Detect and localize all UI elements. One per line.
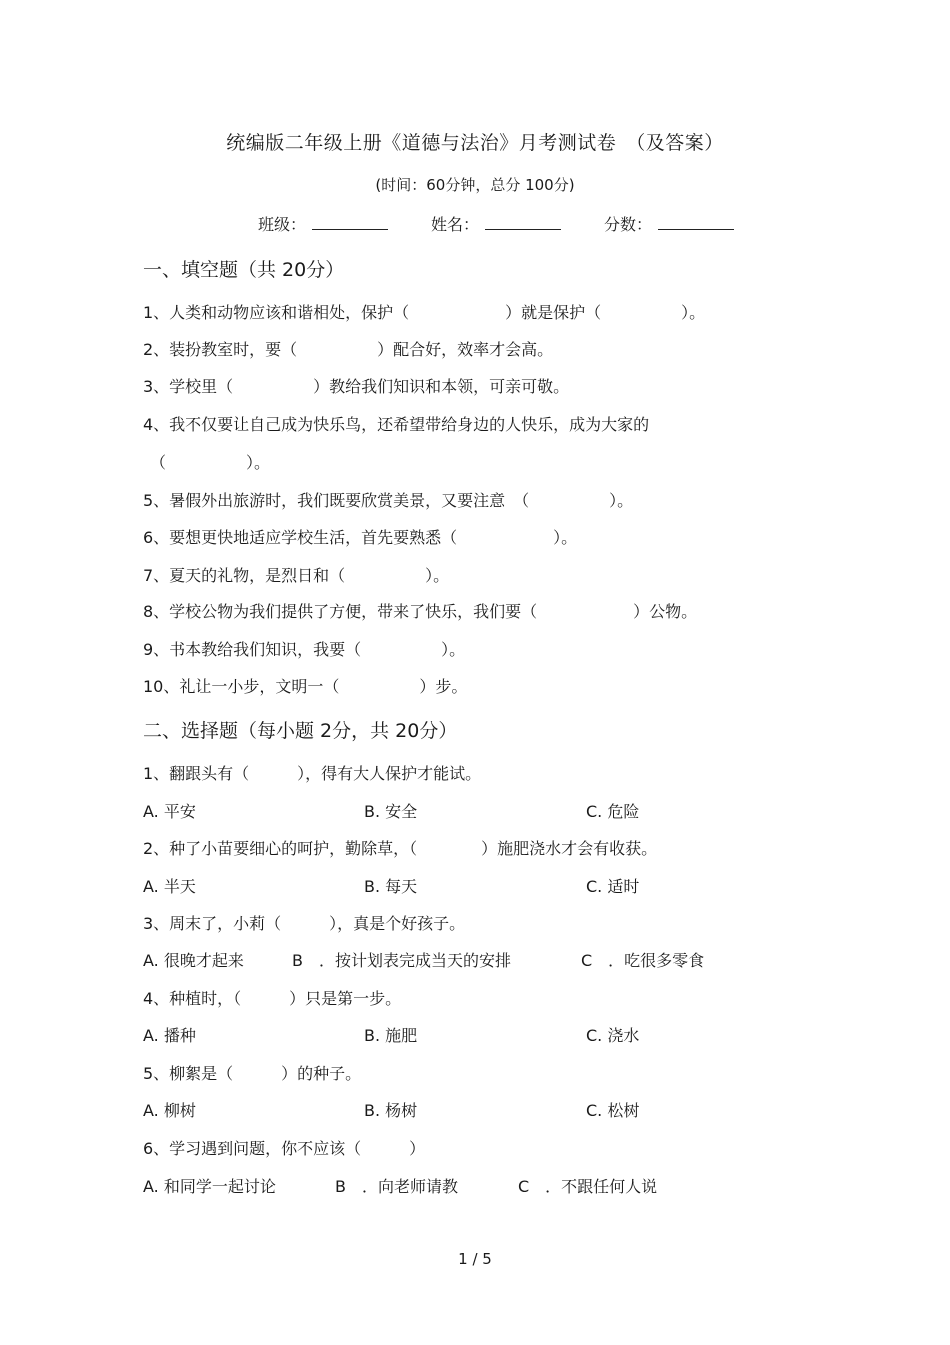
score-blank <box>658 215 734 230</box>
fill-question-2: 2、装扮教室时，要（ ）配合好，效率才会高。 <box>143 340 554 359</box>
fill-question-9: 9、书本教给我们知识，我要（ ）。 <box>143 640 466 659</box>
exam-title: 统编版二年级上册《道德与法治》月考测试卷 （及答案） <box>226 132 724 154</box>
exam-subtitle: (时间：60分钟，总分 100分) <box>375 176 575 194</box>
score-label: 分数： <box>604 215 653 234</box>
choice-question-2: 2、种了小苗要细心的呵护，勤除草，（ ）施肥浇水才会有收获。 <box>143 839 658 858</box>
fill-question-7: 7、夏天的礼物，是烈日和（ ）。 <box>143 566 450 585</box>
score-field <box>604 212 734 235</box>
choice-4-option-a: A. 播种 <box>143 1026 196 1045</box>
choice-3-option-b: B ．按计划表完成当天的安排 <box>292 951 511 970</box>
choice-1-option-b: B. 安全 <box>364 802 418 821</box>
choice-2-option-c: C. 适时 <box>586 877 640 896</box>
choice-3-option-a: A. 很晚才起来 <box>143 951 244 970</box>
choice-question-3: 3、周末了，小莉（ ），真是个好孩子。 <box>143 914 466 933</box>
choice-6-option-a: A. 和同学一起讨论 <box>143 1177 276 1196</box>
section-fill-blank-heading: 一、填空题（共 20分） <box>143 259 345 281</box>
choice-2-option-a: A. 半天 <box>143 877 196 896</box>
choice-4-option-b: B. 施肥 <box>364 1026 418 1045</box>
fill-question-6: 6、要想更快地适应学校生活，首先要熟悉（ ）。 <box>143 528 578 547</box>
choice-question-6: 6、学习遇到问题，你不应该（ ） <box>143 1139 426 1158</box>
class-field <box>258 212 388 235</box>
fill-question-4: 4、我不仅要让自己成为快乐鸟，还希望带给身边的人快乐，成为大家的 <box>143 415 650 434</box>
choice-question-5: 5、柳絮是（ ）的种子。 <box>143 1064 362 1083</box>
choice-1-option-a: A. 平安 <box>143 802 196 821</box>
choice-3-option-c: C ．吃很多零食 <box>581 951 705 970</box>
choice-5-option-c: C. 松树 <box>586 1101 640 1120</box>
fill-question-4-cont: （ ）。 <box>150 453 271 472</box>
fill-question-8: 8、学校公物为我们提供了方便，带来了快乐，我们要（ ）公物。 <box>143 602 698 621</box>
name-field <box>431 212 561 235</box>
section-choice-heading: 二、选择题（每小题 2分，共 20分） <box>143 720 458 742</box>
choice-4-option-c: C. 浇水 <box>586 1026 640 1045</box>
choice-question-1: 1、翻跟头有（ ），得有大人保护才能试。 <box>143 764 482 783</box>
page-number: 1 / 5 <box>458 1250 492 1268</box>
choice-5-option-b: B. 杨树 <box>364 1101 418 1120</box>
choice-6-option-c: C ．不跟任何人说 <box>518 1177 658 1196</box>
name-blank <box>485 215 561 230</box>
class-label: 班级： <box>258 215 307 234</box>
choice-question-4: 4、种植时，（ ）只是第一步。 <box>143 989 402 1008</box>
choice-6-option-b: B ．向老师请教 <box>335 1177 458 1196</box>
class-blank <box>312 215 388 230</box>
fill-question-5: 5、暑假外出旅游时，我们既要欣赏美景，又要注意 （ ）。 <box>143 491 634 510</box>
choice-2-option-b: B. 每天 <box>364 877 418 896</box>
fill-question-3: 3、学校里（ ）教给我们知识和本领，可亲可敬。 <box>143 377 570 396</box>
name-label: 姓名： <box>431 215 480 234</box>
choice-1-option-c: C. 危险 <box>586 802 640 821</box>
fill-question-10: 10、礼让一小步，文明一（ ）步。 <box>143 677 468 696</box>
choice-5-option-a: A. 柳树 <box>143 1101 196 1120</box>
fill-question-1: 1、人类和动物应该和谐相处，保护（ ）就是保护（ ）。 <box>143 303 706 322</box>
